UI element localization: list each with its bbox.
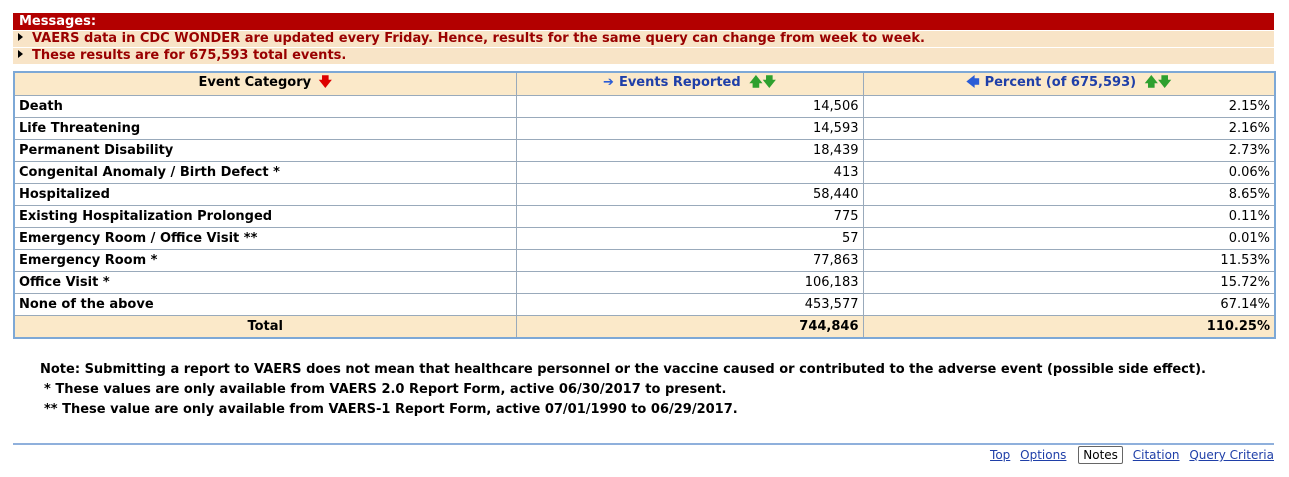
table-row [14, 96, 1275, 118]
table-row [14, 272, 1275, 294]
row-percent: 11.53% [863, 250, 1275, 272]
triangle-right-icon [18, 33, 23, 41]
nav-link-query-criteria[interactable]: Query Criteria [1189, 448, 1274, 462]
row-events: 106,183 [516, 272, 863, 294]
row-label: None of the above [14, 294, 516, 316]
row-percent: 0.11% [863, 206, 1275, 228]
table-row [14, 118, 1275, 140]
table-row [14, 140, 1275, 162]
row-label: Hospitalized [14, 184, 516, 206]
results-table [13, 71, 1276, 339]
header-event-category-label: Event Category [198, 75, 312, 90]
header-event-category[interactable] [14, 72, 516, 96]
table-row [14, 228, 1275, 250]
row-percent: 8.65% [863, 184, 1275, 206]
divider [13, 443, 1274, 445]
note-main: Note: Submitting a report to VAERS does not mean that healthcare personnel or the vaccine caused or contributed to the adverse event (possible side effect). [40, 362, 1206, 377]
nav-link-top[interactable]: Top [990, 448, 1011, 462]
nav-link-options[interactable]: Options [1020, 448, 1067, 462]
row-events: 453,577 [516, 294, 863, 316]
row-events: 77,863 [516, 250, 863, 272]
sort-up-down-icon[interactable]: 🡅🡇 [1144, 75, 1172, 90]
row-label: Congenital Anomaly / Birth Defect * [14, 162, 516, 184]
header-events-reported[interactable] [516, 72, 863, 96]
row-events: 14,506 [516, 96, 863, 118]
row-label: Emergency Room * [14, 250, 516, 272]
total-events: 744,846 [516, 316, 863, 339]
sort-descending-icon[interactable]: 🡇 [318, 75, 333, 90]
row-events: 775 [516, 206, 863, 228]
row-percent: 15.72% [863, 272, 1275, 294]
header-percent[interactable] [863, 72, 1275, 96]
table-row [14, 250, 1275, 272]
total-percent: 110.25% [863, 316, 1275, 339]
triangle-right-icon [18, 50, 23, 58]
note-single-star: * These values are only available from VAERS 2.0 Report Form, active 06/30/2017 to present. [44, 382, 727, 397]
row-label: Emergency Room / Office Visit ** [14, 228, 516, 250]
row-events: 58,440 [516, 184, 863, 206]
move-left-icon[interactable]: 🡄 [966, 75, 980, 90]
footer-nav [984, 446, 1274, 464]
row-label: Permanent Disability [14, 140, 516, 162]
table-row [14, 206, 1275, 228]
move-right-icon[interactable]: ➔ [603, 75, 614, 90]
row-label: Existing Hospitalization Prolonged [14, 206, 516, 228]
row-percent: 2.15% [863, 96, 1275, 118]
message-text: VAERS data in CDC WONDER are updated every Friday. Hence, results for the same query can change from week to week. [32, 31, 925, 46]
table-row [14, 294, 1275, 316]
row-events: 413 [516, 162, 863, 184]
row-label: Office Visit * [14, 272, 516, 294]
nav-tab-notes[interactable]: Notes [1078, 446, 1123, 464]
messages-panel [13, 13, 1274, 64]
note-double-star: ** These value are only available from VAERS-1 Report Form, active 07/01/1990 to 06/29/2017. [44, 402, 738, 417]
message-line [13, 48, 1274, 64]
message-text: These results are for 675,593 total events. [32, 48, 347, 63]
message-line [13, 31, 1274, 47]
row-events: 14,593 [516, 118, 863, 140]
messages-header: Messages: [13, 13, 1274, 30]
row-percent: 0.06% [863, 162, 1275, 184]
row-percent: 2.16% [863, 118, 1275, 140]
footnotes [40, 360, 1206, 420]
row-percent: 67.14% [863, 294, 1275, 316]
row-percent: 2.73% [863, 140, 1275, 162]
row-events: 18,439 [516, 140, 863, 162]
total-label: Total [14, 316, 516, 339]
row-label: Death [14, 96, 516, 118]
header-percent-label: Percent (of 675,593) [984, 75, 1137, 90]
row-events: 57 [516, 228, 863, 250]
table-row [14, 184, 1275, 206]
table-header-row [14, 72, 1275, 96]
nav-link-citation[interactable]: Citation [1132, 448, 1180, 462]
row-label: Life Threatening [14, 118, 516, 140]
total-row [14, 316, 1275, 339]
row-percent: 0.01% [863, 228, 1275, 250]
header-events-reported-label: Events Reported [618, 75, 741, 90]
table-row [14, 162, 1275, 184]
sort-up-down-icon[interactable]: 🡅🡇 [749, 75, 776, 90]
